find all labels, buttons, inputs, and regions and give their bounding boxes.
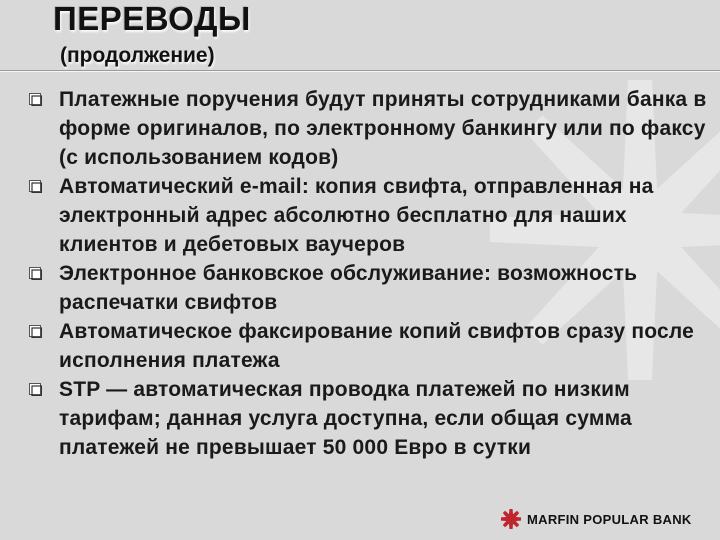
checkbox-square-icon (29, 180, 42, 193)
bullet-text: Автоматический e-mail: копия свифта, отправленная на электронный адрес абсолютно бесплатно для наших клиентов и дебетовых ваучеров (59, 175, 654, 256)
bullet-list (27, 85, 707, 462)
page-subtitle: (продолжение) (60, 44, 215, 67)
bullet-text: Электронное банковское обслуживание: возможность распечатки свифтов (59, 262, 638, 314)
bullet-item (27, 259, 707, 317)
checkbox-square-icon (29, 383, 42, 396)
bullet-item (27, 85, 707, 172)
title-divider (0, 70, 720, 72)
checkbox-square-icon (29, 93, 42, 106)
bullet-item (27, 375, 707, 462)
bullet-text: STP — автоматическая проводка платежей по низким тарифам; данная услуга доступна, если общая сумма платежей не превышает 50 000 Евро в сутки (59, 378, 632, 459)
checkbox-square-icon (29, 267, 42, 280)
marfin-bank-logo-icon (500, 508, 522, 530)
checkbox-square-icon (29, 325, 42, 338)
bank-name: MARFIN POPULAR BANK (527, 511, 692, 527)
bullet-text: Платежные поручения будут приняты сотрудниками банка в форме оригиналов, по электронному банкингу или по факсу (с использованием кодов) (59, 88, 707, 169)
bullet-text: Автоматическое факсирование копий свифтов сразу после исполнения платежа (59, 320, 694, 372)
bullet-item (27, 172, 707, 259)
bank-logo (500, 508, 692, 530)
page-title: ПЕРЕВОДЫ (53, 0, 251, 37)
bullet-item (27, 317, 707, 375)
